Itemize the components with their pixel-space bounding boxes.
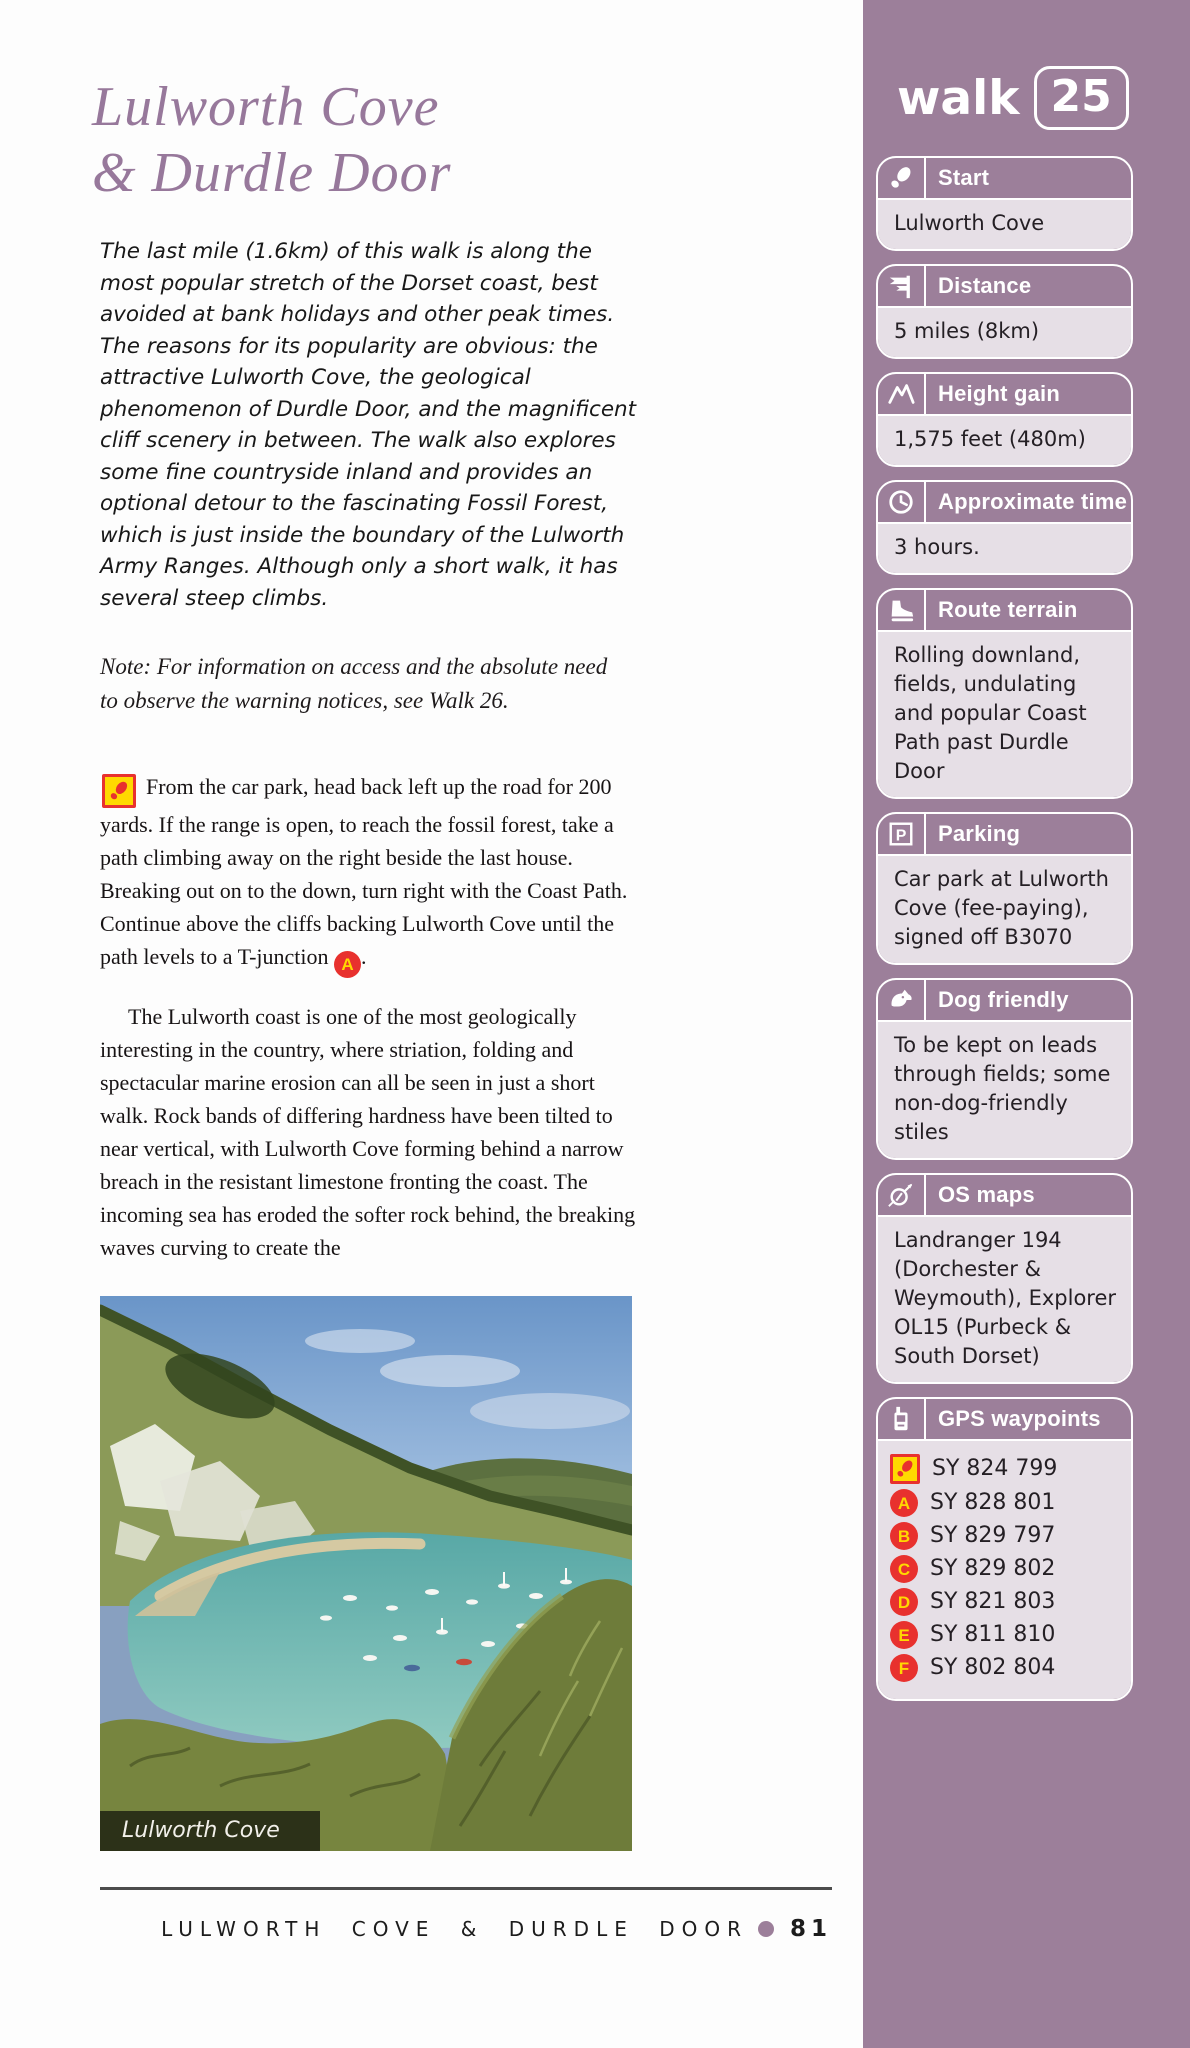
footer-dot-icon xyxy=(758,1921,774,1937)
gps-waypoint-row xyxy=(890,1489,1123,1517)
gps-coordinate: SY 824 799 xyxy=(932,1456,1058,1481)
intro-paragraph: The last mile (1.6km) of this walk is along the most popular stretch of the Dorset coast, best avoided at bank holidays and other peak times. The reasons for its popularity are obvious: the attractive Lulworth Cove, the geological phenomenon of Durdle Door, and the magnificent cliff scenery in between. The walk also explores some fine countryside inland and provides an optional detour to the fascinating Fossil Forest, which is just inside the boundary of the Lulworth Army Ranges. Although only a short walk, it has several steep climbs. xyxy=(100,239,637,611)
info-box-value: 5 miles (8km) xyxy=(878,308,1131,357)
route-paragraph-1-end: . xyxy=(361,944,367,969)
main-column xyxy=(92,0,832,1942)
gps-waypoint-row xyxy=(890,1555,1123,1583)
info-box-approximate-time xyxy=(876,480,1133,575)
gps-coordinate: SY 829 802 xyxy=(930,1556,1056,1581)
dog-icon xyxy=(878,980,926,1020)
info-box-value: Rolling downland, fields, undulating and popular Coast Path past Durdle Door xyxy=(878,632,1131,797)
gps-waypoint-row xyxy=(890,1621,1123,1649)
waypoint-letter-marker: A xyxy=(890,1489,918,1517)
info-box-title: Parking xyxy=(938,821,1021,846)
signpost-icon xyxy=(878,266,926,306)
walk-header xyxy=(897,66,1190,130)
info-box-title: Height gain xyxy=(938,381,1060,406)
info-box-value: 1,575 feet (480m) xyxy=(878,416,1131,465)
info-box-gps-waypoints xyxy=(876,1397,1133,1701)
info-box-value: Landranger 194 (Dorchester & Weymouth), Explorer OL15 (Purbeck & South Dorset) xyxy=(878,1217,1131,1382)
gps-waypoint-row xyxy=(890,1588,1123,1616)
info-box-value: Car park at Lulworth Cove (fee-paying), signed off B3070 xyxy=(878,856,1131,963)
waypoint-letter-marker: B xyxy=(890,1522,918,1550)
cove-photo-illustration xyxy=(100,1296,632,1851)
gps-coordinate: SY 828 801 xyxy=(930,1490,1056,1515)
info-box-title: Dog friendly xyxy=(938,987,1069,1012)
page-footer xyxy=(100,1887,832,1942)
waypoint-letter-marker: F xyxy=(890,1654,918,1682)
waypoint-letter-marker: E xyxy=(890,1621,918,1649)
gps-coordinate: SY 821 803 xyxy=(930,1589,1056,1614)
footprint-icon xyxy=(878,158,926,198)
parking-icon xyxy=(878,814,926,854)
info-box-height-gain xyxy=(876,372,1133,467)
mountain-icon xyxy=(878,374,926,414)
route-paragraph-1 xyxy=(100,770,648,978)
svg-text:P: P xyxy=(895,827,907,845)
note-paragraph: Note: For information on access and the absolute need to observe the warning notices, see Walk 26. xyxy=(100,654,608,713)
waypoint-a-marker: A xyxy=(334,951,361,978)
walk-label: walk xyxy=(897,70,1020,126)
info-box-value: Lulworth Cove xyxy=(878,200,1131,249)
route-start-footprint-icon xyxy=(102,774,136,808)
waypoint-letter-marker: D xyxy=(890,1588,918,1616)
walk-info-sidebar xyxy=(863,0,1190,2048)
footer-page-number: 81 xyxy=(789,1916,832,1942)
page-title xyxy=(92,74,648,206)
gps-waypoint-row xyxy=(890,1522,1123,1550)
info-box-os-maps xyxy=(876,1173,1133,1384)
gps-coordinate: SY 829 797 xyxy=(930,1523,1056,1548)
footer-running-title: LULWORTH COVE & DURDLE DOOR xyxy=(161,1917,748,1941)
gps-coordinate: SY 802 804 xyxy=(930,1655,1056,1680)
info-box-title: Approximate time xyxy=(938,489,1128,514)
gps-waypoint-list xyxy=(878,1441,1131,1699)
info-box-title: Start xyxy=(938,165,990,190)
info-box-parking xyxy=(876,812,1133,965)
info-boxes xyxy=(876,156,1133,1701)
gps-coordinate: SY 811 810 xyxy=(930,1622,1056,1647)
info-box-value: 3 hours. xyxy=(878,524,1131,573)
route-paragraph-1-text: From the car park, head back left up the road for 200 yards. If the range is open, to reach the fossil forest, take a path climbing away on the right beside the last house. Breaking out on to the down, turn right with the Coast Path. Continue above the cliffs backing Lulworth Cove until the path levels to a T-junction xyxy=(100,774,628,969)
info-box-distance xyxy=(876,264,1133,359)
info-box-route-terrain xyxy=(876,588,1133,799)
photo-caption: Lulworth Cove xyxy=(100,1811,320,1851)
start-footprint-marker-icon xyxy=(890,1454,920,1484)
route-paragraph-2: The Lulworth coast is one of the most geologically interesting in the country, where striation, folding and spectacular marine erosion can all be seen in just a short walk. Rock bands of differing hardness have been tilted to near vertical, with Lulworth Cove forming behind a narrow breach in the resistant limestone fronting the coast. The incoming sea has eroded the softer rock behind, the breaking waves curving to create the xyxy=(100,1004,636,1260)
os-maps-compass-icon xyxy=(878,1175,926,1215)
gps-waypoint-row xyxy=(890,1654,1123,1682)
boot-icon xyxy=(878,590,926,630)
lulworth-cove-photo xyxy=(100,1296,632,1851)
info-box-title: GPS waypoints xyxy=(938,1406,1101,1431)
page-title-line2: & Durdle Door xyxy=(92,142,452,204)
gps-device-icon xyxy=(878,1399,926,1439)
gps-waypoint-row xyxy=(890,1454,1123,1484)
info-box-title: OS maps xyxy=(938,1182,1035,1207)
walk-number-badge: 25 xyxy=(1034,66,1129,130)
page-title-line1: Lulworth Cove xyxy=(92,76,440,138)
clock-icon xyxy=(878,482,926,522)
waypoint-letter-marker: C xyxy=(890,1555,918,1583)
info-box-value: To be kept on leads through fields; some non-dog-friendly stiles xyxy=(878,1022,1131,1158)
info-box-title: Distance xyxy=(938,273,1032,298)
info-box-dog-friendly xyxy=(876,978,1133,1160)
info-box-title: Route terrain xyxy=(938,597,1078,622)
info-box-start xyxy=(876,156,1133,251)
